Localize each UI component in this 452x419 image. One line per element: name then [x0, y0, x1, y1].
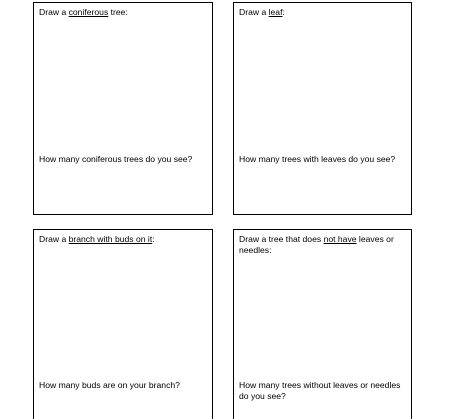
prompt-text: Draw a [39, 7, 69, 17]
prompt-underlined-text: not have [323, 234, 357, 244]
prompt-text: tree: [108, 7, 128, 17]
drawing-card-leaf [233, 2, 412, 215]
drawing-card-coniferous [33, 2, 213, 215]
prompt-underlined-text: branch with buds on it [68, 234, 153, 244]
drawing-area[interactable] [38, 27, 208, 144]
card-question: How many trees without leaves or needles do you see? [239, 380, 401, 401]
prompt-text: Draw a tree that does [239, 234, 324, 244]
prompt-text: : [282, 7, 285, 17]
prompt-text: Draw a [239, 7, 269, 17]
card-prompt [239, 234, 407, 256]
prompt-underlined-text: leaf [268, 7, 283, 17]
prompt-underlined-text: coniferous [68, 7, 109, 17]
card-prompt [39, 234, 208, 245]
card-prompt [239, 7, 407, 18]
card-question: How many trees with leaves do you see? [239, 154, 396, 164]
card-question: How many coniferous trees do you see? [39, 154, 193, 164]
drawing-area[interactable] [238, 27, 407, 144]
drawing-card-bare-tree [233, 229, 412, 419]
drawing-card-branch [33, 229, 213, 419]
drawing-area[interactable] [238, 254, 407, 349]
drawing-area[interactable] [38, 254, 208, 349]
prompt-text: leaves or needles: [239, 234, 394, 255]
prompt-text: : [152, 234, 155, 244]
card-question: How many buds are on your branch? [39, 380, 180, 390]
prompt-text: Draw a [39, 234, 69, 244]
card-prompt [39, 7, 208, 18]
